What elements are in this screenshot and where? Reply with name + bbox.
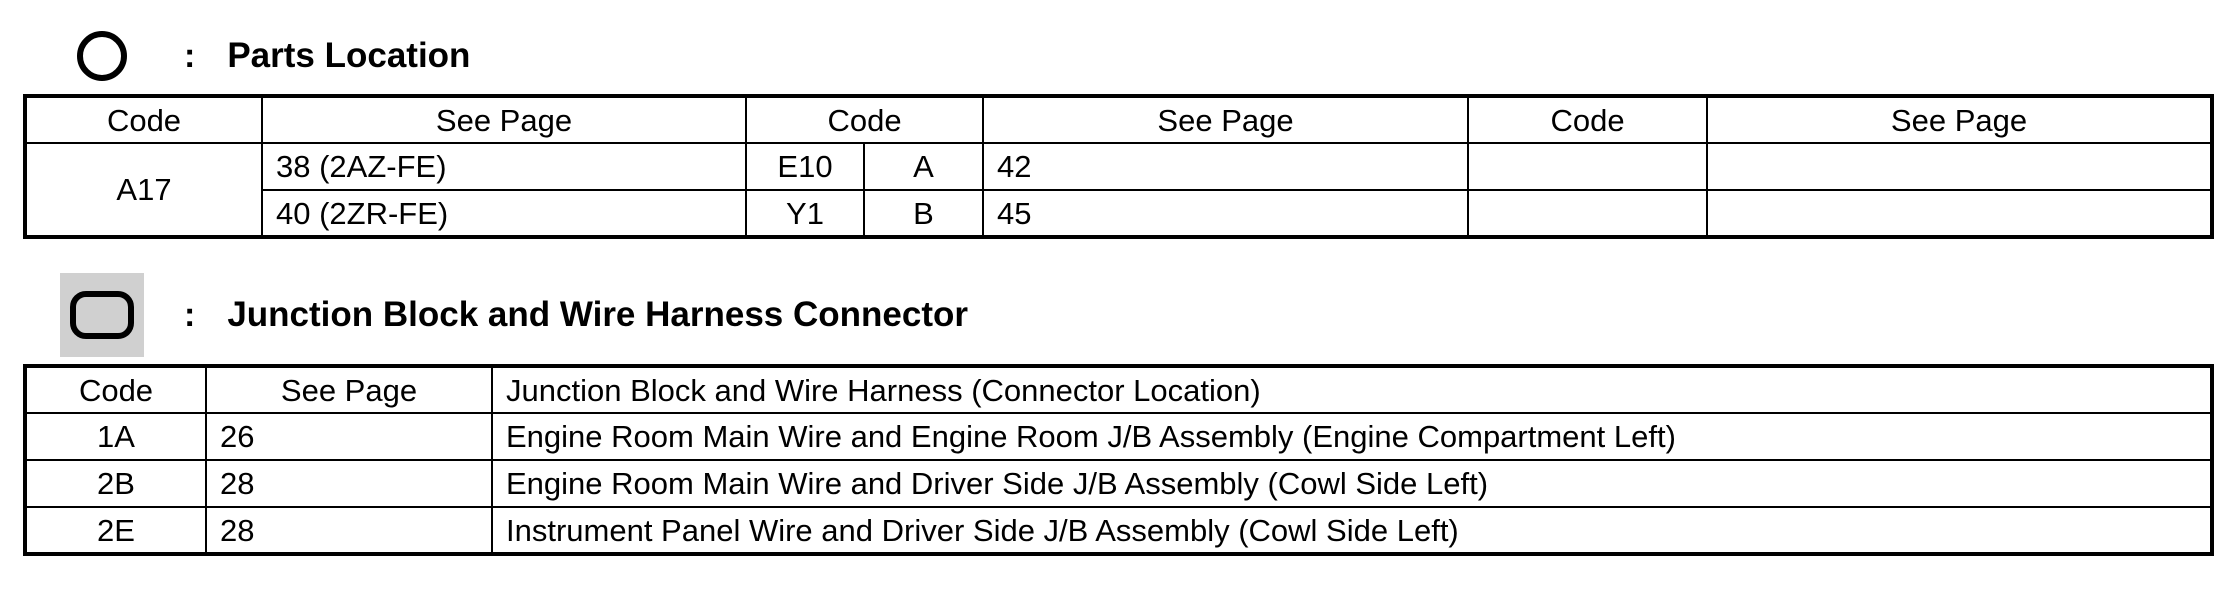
empty-cell — [1707, 143, 2212, 190]
code-cell: Y1 — [746, 190, 864, 237]
empty-cell — [1468, 143, 1707, 190]
see-page-cell: 26 — [206, 413, 492, 460]
see-page-cell: 45 — [983, 190, 1468, 237]
location-cell: Engine Room Main Wire and Engine Room J/B Assembly (Engine Compartment Left) — [492, 413, 2212, 460]
header-connector-location: Junction Block and Wire Harness (Connector Location) — [492, 366, 2212, 413]
junction-block-table — [23, 364, 2214, 556]
code-cell: 1A — [25, 413, 206, 460]
parts-location-header — [60, 12, 470, 100]
see-page-cell: 38 (2AZ-FE) — [262, 143, 746, 190]
header-code-2: Code — [746, 96, 983, 143]
parts-location-table — [23, 94, 2214, 239]
location-cell: Instrument Panel Wire and Driver Side J/B Assembly (Cowl Side Left) — [492, 507, 2212, 554]
table-row — [25, 190, 2212, 237]
table-row — [25, 413, 2212, 460]
see-page-cell: 28 — [206, 507, 492, 554]
header-code-1: Code — [25, 96, 262, 143]
junction-block-symbol — [60, 273, 144, 357]
junction-block-colon: : — [184, 295, 196, 334]
parts-location-colon: : — [184, 36, 196, 75]
parts-header-row — [25, 96, 2212, 143]
parts-location-symbol — [60, 14, 144, 98]
code-cell: 2E — [25, 507, 206, 554]
parts-location-title: Parts Location — [227, 36, 471, 75]
junction-block-title: Junction Block and Wire Harness Connector — [227, 295, 968, 334]
code-cell: A17 — [25, 143, 262, 237]
table-row — [25, 460, 2212, 507]
rounded-rectangle-icon — [70, 291, 134, 339]
header-code-3: Code — [1468, 96, 1707, 143]
code-cell: E10 — [746, 143, 864, 190]
header-see-page-1: See Page — [262, 96, 746, 143]
code-suffix-cell: B — [864, 190, 983, 237]
location-cell: Engine Room Main Wire and Driver Side J/B Assembly (Cowl Side Left) — [492, 460, 2212, 507]
header-see-page-3: See Page — [1707, 96, 2212, 143]
see-page-cell: 40 (2ZR-FE) — [262, 190, 746, 237]
empty-cell — [1707, 190, 2212, 237]
header-see-page: See Page — [206, 366, 492, 413]
table-row — [25, 507, 2212, 554]
table-row — [25, 143, 2212, 190]
code-suffix-cell: A — [864, 143, 983, 190]
header-see-page-2: See Page — [983, 96, 1468, 143]
junction-block-header — [60, 270, 968, 360]
junction-header-row — [25, 366, 2212, 413]
code-cell: 2B — [25, 460, 206, 507]
see-page-cell: 42 — [983, 143, 1468, 190]
see-page-cell: 28 — [206, 460, 492, 507]
header-code: Code — [25, 366, 206, 413]
circle-icon — [77, 31, 127, 81]
empty-cell — [1468, 190, 1707, 237]
